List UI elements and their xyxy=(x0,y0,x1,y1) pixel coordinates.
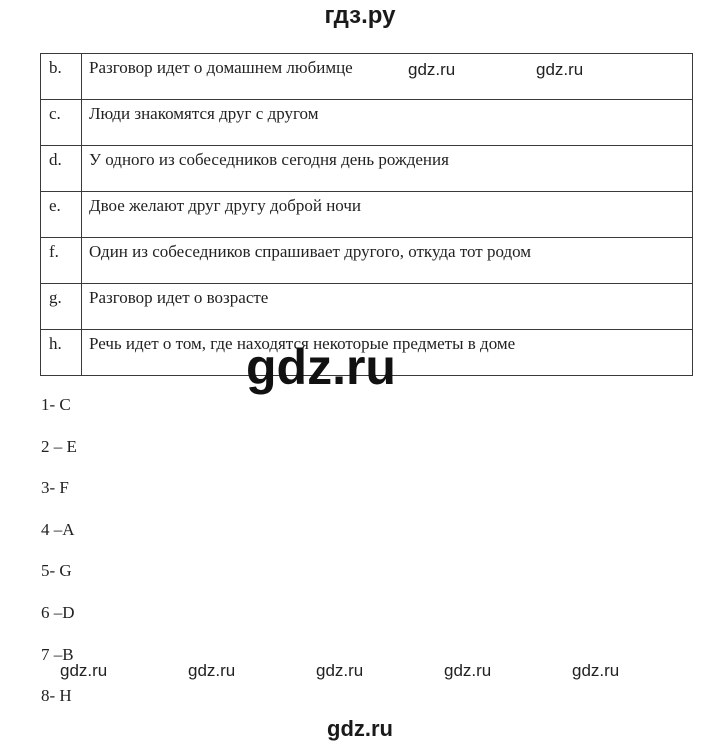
table-row xyxy=(41,146,693,192)
row-text: У одного из собеседников сегодня день рождения xyxy=(82,146,693,192)
table-row xyxy=(41,192,693,238)
answer-item: 2 – E xyxy=(41,436,77,456)
options-table xyxy=(40,53,693,376)
table-row xyxy=(41,284,693,330)
answer-item: 7 –B xyxy=(41,644,74,664)
answer-item: 3- F xyxy=(41,478,69,498)
row-text: Один из собеседников спрашивает другого, откуда тот родом xyxy=(82,238,693,284)
row-letter: b. xyxy=(41,54,82,100)
watermark-text: gdz.ru xyxy=(444,661,492,680)
table-row xyxy=(41,54,693,100)
row-text: Двое желают друг другу доброй ночи xyxy=(82,192,693,238)
row-letter: c. xyxy=(41,100,82,146)
row-text: Разговор идет о домашнем любимце xyxy=(82,54,693,100)
watermark-large: gdz.ru xyxy=(246,339,396,395)
answer-item: 4 –A xyxy=(41,519,75,539)
watermark-text: gdz.ru xyxy=(188,661,236,680)
footer-logo: gdz.ru xyxy=(327,716,393,741)
row-text: Люди знакомятся друг с другом xyxy=(82,100,693,146)
watermark-text: gdz.ru xyxy=(572,661,620,680)
watermark-text: gdz.ru xyxy=(536,60,584,79)
watermark-text: gdz.ru xyxy=(60,661,108,680)
row-letter: e. xyxy=(41,192,82,238)
row-letter: h. xyxy=(41,330,82,376)
answer-item: 5- G xyxy=(41,561,72,581)
answer-item: 6 –D xyxy=(41,602,75,622)
row-letter: d. xyxy=(41,146,82,192)
row-letter: f. xyxy=(41,238,82,284)
site-logo: гдз.ру xyxy=(324,2,396,29)
watermark-text: gdz.ru xyxy=(408,60,456,79)
answer-item: 1- C xyxy=(41,395,71,414)
watermark-text: gdz.ru xyxy=(316,661,364,680)
table-row xyxy=(41,100,693,146)
answer-item: 8- H xyxy=(41,686,72,706)
row-letter: g. xyxy=(41,284,82,330)
table-row xyxy=(41,238,693,284)
row-text: Речь идет о том, где находятся некоторые предметы в доме xyxy=(82,330,693,376)
row-text: Разговор идет о возрасте xyxy=(82,284,693,330)
